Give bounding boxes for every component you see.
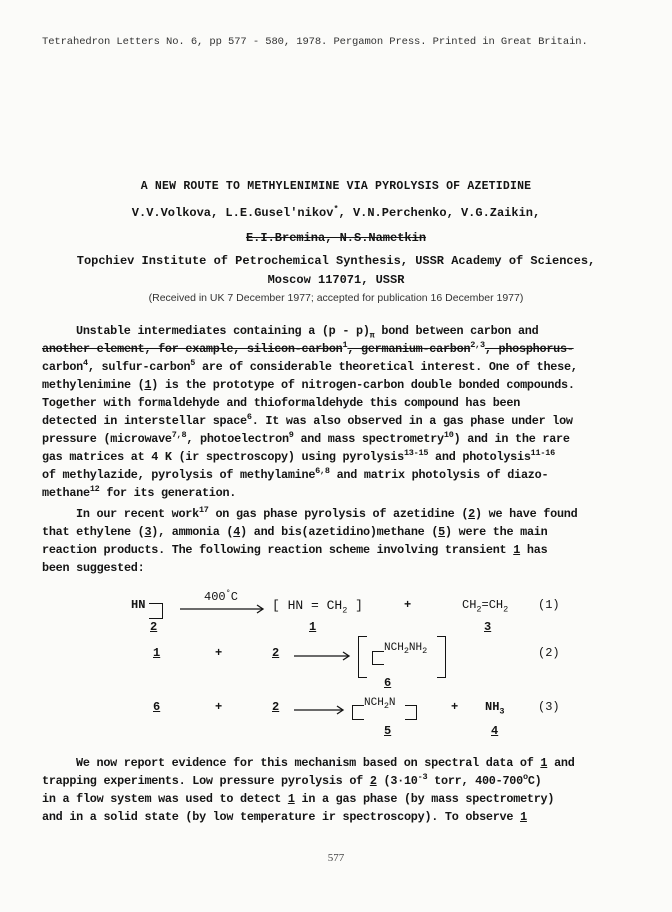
arrow-2 bbox=[294, 651, 352, 661]
reactant-2: 2 bbox=[272, 700, 280, 714]
received-date: (Received in UK 7 December 1977; accepted for publication 16 December 1977) bbox=[148, 292, 524, 304]
azetidine-ring bbox=[372, 651, 384, 665]
p1-line-2: another element, for example, silicon-carbon$^1$, germanium-carbon$^{2,3}$, phosphorus- bbox=[42, 340, 574, 356]
plus-sign: + bbox=[215, 700, 223, 714]
p1-line-4: methylenimine (1) is the prototype of nitrogen-carbon double bonded compounds. bbox=[42, 378, 575, 392]
ammonia-formula: $NH_3$ bbox=[485, 700, 505, 717]
authors-line-2: E.I.Bremina, N.S.Nametkin bbox=[245, 231, 427, 245]
p1-line-10: methane$^{12}$ for its generation. bbox=[42, 484, 237, 500]
p1-line-7: pressure (microwave$^{7,8}$, photoelectron$^9$ and mass spectrometry$^{10}$) and in the rare bbox=[42, 430, 570, 446]
equation-number-2: (2) bbox=[538, 646, 560, 660]
p1-line-9: of methylazide, pyrolysis of methylamine$^{6,8}$ and matrix photolysis of diazo- bbox=[42, 466, 549, 482]
label-5: 5 bbox=[384, 724, 392, 738]
azetidine-label-hn: HN bbox=[131, 598, 146, 612]
bracket-right bbox=[437, 636, 446, 678]
label-4: 4 bbox=[491, 724, 499, 738]
p1-line-5: Together with formaldehyde and thioformaldehyde this compound has been bbox=[42, 396, 521, 410]
authors-line-1: V.V.Volkova, L.E.Gusel'nikov*, V.N.Perchenko, V.G.Zaikin, bbox=[131, 204, 541, 220]
label-3: 3 bbox=[484, 620, 492, 634]
paper-title: A NEW ROUTE TO METHYLENIMINE VIA PYROLYSIS OF AZETIDINE bbox=[140, 180, 532, 193]
azetidine-ring bbox=[352, 705, 364, 720]
arrow-3 bbox=[294, 705, 346, 715]
p3-line-4: and in a solid state (by low temperature ir spectroscopy). To observe 1 bbox=[42, 810, 527, 824]
p3-line-3: in a flow system was used to detect 1 in a gas phase (by mass spectrometry) bbox=[42, 792, 555, 806]
page-number: 577 bbox=[327, 852, 345, 864]
azetidine-ring bbox=[149, 603, 163, 619]
azetidine-ring bbox=[405, 705, 417, 720]
p1-line-3: carbon$^4$, sulfur-carbon$^5$ are of considerable theoretical interest. One of these, bbox=[42, 358, 578, 374]
p2-line-2: that ethylene (3), ammonia (4) and bis(azetidino)methane (5) were the main bbox=[42, 525, 548, 539]
p1-line-1: Unstable intermediates containing a $(p - p)_\pi$ bond between carbon and bbox=[76, 324, 539, 341]
equation-number-3: (3) bbox=[538, 700, 560, 714]
methylenimine-formula: [ HN = $CH_2$ ] bbox=[272, 598, 363, 616]
affiliation-line-1: Topchiev Institute of Petrochemical Synthesis, USSR Academy of Sciences, bbox=[76, 254, 596, 268]
arrow-1 bbox=[180, 604, 268, 614]
equation-number-1: (1) bbox=[538, 598, 560, 612]
reactant-2: 2 bbox=[272, 646, 280, 660]
bracket-left bbox=[358, 636, 367, 678]
plus-sign: + bbox=[451, 700, 459, 714]
label-2: 2 bbox=[150, 620, 158, 634]
p2-line-3: reaction products. The following reaction scheme involving transient 1 has bbox=[42, 543, 548, 557]
affiliation-line-2: Moscow 117071, USSR bbox=[267, 273, 405, 287]
label-1: 1 bbox=[309, 620, 317, 634]
p1-line-8: gas matrices at 4 K (ir spectroscopy) using pyrolysis$^{13-15}$ and photolysis$^{11-16}$ bbox=[42, 448, 555, 464]
journal-header: Tetrahedron Letters No. 6, pp 577 - 580, 1978. Pergamon Press. Printed in Great Britain. bbox=[42, 36, 588, 48]
ethylene-formula: $CH_2=CH_2$ bbox=[462, 598, 509, 615]
p3-line-2: trapping experiments. Low pressure pyrolysis of 2 ($3\cdot 10^{-3}$ torr, 400-700$^o$C) bbox=[42, 772, 542, 788]
condition-temperature: 400°C bbox=[204, 588, 238, 604]
p3-line-1: We now report evidence for this mechanism based on spectral data of 1 and bbox=[76, 756, 575, 770]
plus-sign: + bbox=[215, 646, 223, 660]
reactant-1: 1 bbox=[153, 646, 161, 660]
label-6: 6 bbox=[384, 676, 392, 690]
p2-line-1: In our recent work$^{17}$ on gas phase pyrolysis of azetidine (2) we have found bbox=[76, 505, 578, 521]
reactant-6: 6 bbox=[153, 700, 161, 714]
bis-azetidino-methane-formula: $NCH_2N$ bbox=[364, 697, 396, 712]
p1-line-6: detected in interstellar space$^6$. It was also observed in a gas phase under low bbox=[42, 412, 573, 428]
plus-sign: + bbox=[404, 598, 412, 612]
intermediate-formula: $NCH_2NH_2$ bbox=[384, 642, 428, 657]
p2-line-4: been suggested: bbox=[42, 561, 145, 575]
